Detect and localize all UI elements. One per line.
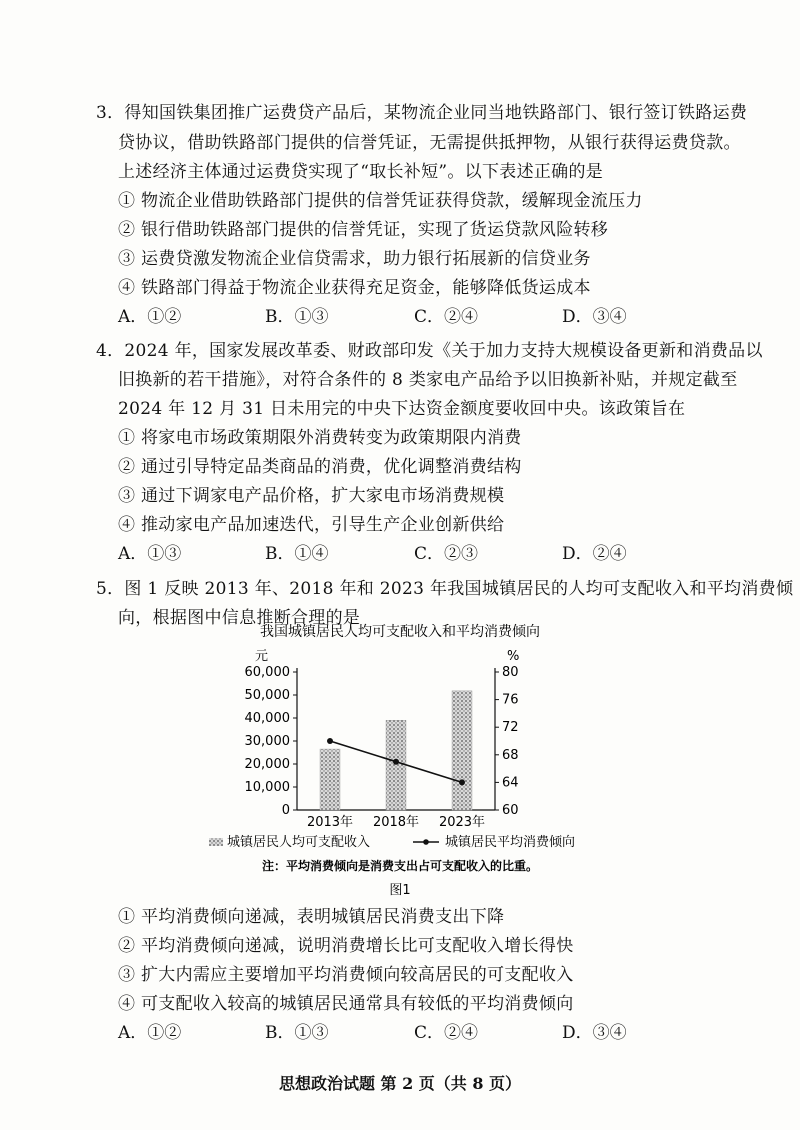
line-point-consumption-propensity <box>459 779 465 785</box>
left-axis-tick-label: 60,000 <box>244 665 290 680</box>
legend-bar-swatch <box>209 838 223 846</box>
q4-choice-b[interactable]: B．①④ <box>265 544 329 564</box>
q5-choice-a[interactable]: A．①② <box>118 1023 182 1043</box>
q4-item-3: ③ 通过下调家电产品价格，扩大家电市场消费规模 <box>118 486 505 506</box>
left-axis-unit: 元 <box>255 649 269 664</box>
right-axis-unit: % <box>507 649 520 664</box>
q5-choice-b[interactable]: B．①③ <box>265 1023 329 1043</box>
right-axis-tick-label: 64 <box>502 775 519 791</box>
right-axis-tick-label: 76 <box>502 692 519 708</box>
q3-stem-line-1: 3．得知国铁集团推广运费贷产品后，某物流企业同当地铁路部门、银行签订铁路运费 <box>96 103 748 123</box>
q5-item-3: ③ 扩大内需应主要增加平均消费倾向较高居民的可支配收入 <box>118 965 574 985</box>
q4-stem-line-1: 4．2024 年，国家发展改革委、财政部印发《关于加力支持大规模设备更新和消费品以 <box>96 341 763 361</box>
q3-item-1: ① 物流企业借助铁路部门提供的信誉凭证获得贷款，缓解现金流压力 <box>118 191 643 211</box>
q3-item-3: ③ 运费贷激发物流企业信贷需求，助力银行拓展新的信贷业务 <box>118 249 591 269</box>
q4-item-4: ④ 推动家电产品加速迭代，引导生产企业创新供给 <box>118 515 505 535</box>
q3-stem-line-2: 贷协议，借助铁路部门提供的信誉凭证，无需提供抵押物，从银行获得运费贷款。 <box>118 133 741 153</box>
left-axis-tick-label: 40,000 <box>244 711 290 726</box>
q4-item-1: ① 将家电市场政策期限外消费转变为政策期限内消费 <box>118 428 522 448</box>
legend-bar-label: 城镇居民人均可支配收入 <box>227 835 371 850</box>
right-axis-tick-label: 80 <box>502 665 519 680</box>
q3-choice-a[interactable]: A．①② <box>118 307 182 327</box>
x-axis-tick-label: 2023年 <box>438 815 486 830</box>
q5-item-2: ② 平均消费倾向递减，说明消费增长比可支配收入增长得快 <box>118 936 574 956</box>
q3-stem-line-3: 上述经济主体通过运费贷实现了“取长补短”。以下表述正确的是 <box>118 162 604 182</box>
left-axis-tick-label: 20,000 <box>244 757 290 772</box>
right-axis-tick-label: 72 <box>502 720 519 736</box>
bar-income <box>452 691 472 810</box>
line-point-consumption-propensity <box>327 738 333 744</box>
chart-title: 我国城镇居民人均可支配收入和平均消费倾向 <box>260 624 540 640</box>
q3-choice-b[interactable]: B．①③ <box>265 307 329 327</box>
q5-item-4: ④ 可支配收入较高的城镇居民通常具有较低的平均消费倾向 <box>118 994 574 1014</box>
left-axis-tick-label: 30,000 <box>244 734 290 749</box>
q5-choice-c[interactable]: C．②④ <box>414 1023 479 1043</box>
q5-stem-line-1: 5．图 1 反映 2013 年、2018 年和 2023 年我国城镇居民的人均可支配收入和平均消费倾 <box>96 579 794 599</box>
q4-choice-d[interactable]: D．②④ <box>562 544 627 564</box>
x-axis-tick-label: 2018年 <box>372 815 420 830</box>
legend-line-label: 城镇居民平均消费倾向 <box>445 835 576 850</box>
chart-legend <box>209 834 575 850</box>
q3-item-2: ② 银行借助铁路部门提供的信誉凭证，实现了货运贷款风险转移 <box>118 220 609 240</box>
bar-income <box>320 749 340 810</box>
q4-choice-c[interactable]: C．②③ <box>414 544 479 564</box>
q3-choice-c[interactable]: C．②④ <box>414 307 479 327</box>
right-axis-tick-label: 60 <box>502 803 519 818</box>
bar-income <box>386 720 406 810</box>
right-axis-tick-label: 68 <box>502 747 519 763</box>
q3-item-4: ④ 铁路部门得益于物流企业获得充足资金，能够降低货运成本 <box>118 278 591 298</box>
q4-stem-line-2: 旧换新的若干措施》，对符合条件的 8 类家电产品给予以旧换新补贴，并规定截至 <box>118 370 738 390</box>
q5-choice-d[interactable]: D．③④ <box>562 1023 627 1043</box>
left-axis-tick-label: 10,000 <box>244 780 290 795</box>
q4-stem-line-3: 2024 年 12 月 31 日未用完的中央下达资金额度要收回中央。该政策旨在 <box>118 399 686 419</box>
page-footer: 思想政治试题 第 2 页（共 8 页） <box>278 1074 522 1093</box>
q5-stem-line-2: 向，根据图中信息推断合理的是 <box>118 608 361 628</box>
figure-label: 图1 <box>389 883 411 898</box>
figure-1-chart <box>205 612 605 912</box>
chart-svg <box>205 612 605 912</box>
q4-item-2: ② 通过引导特定品类商品的消费，优化调整消费结构 <box>118 457 522 477</box>
legend-line-marker <box>423 839 429 845</box>
chart-note: 注：平均消费倾向是消费支出占可支配收入的比重。 <box>261 859 539 873</box>
left-axis-tick-label: 0 <box>281 803 290 818</box>
left-axis-tick-label: 50,000 <box>244 688 290 703</box>
q3-choice-d[interactable]: D．③④ <box>562 307 627 327</box>
line-point-consumption-propensity <box>393 759 399 765</box>
q4-choice-a[interactable]: A．①③ <box>118 544 182 564</box>
q5-item-1: ① 平均消费倾向递减，表明城镇居民消费支出下降 <box>118 907 505 927</box>
x-axis-tick-label: 2013年 <box>306 815 354 830</box>
